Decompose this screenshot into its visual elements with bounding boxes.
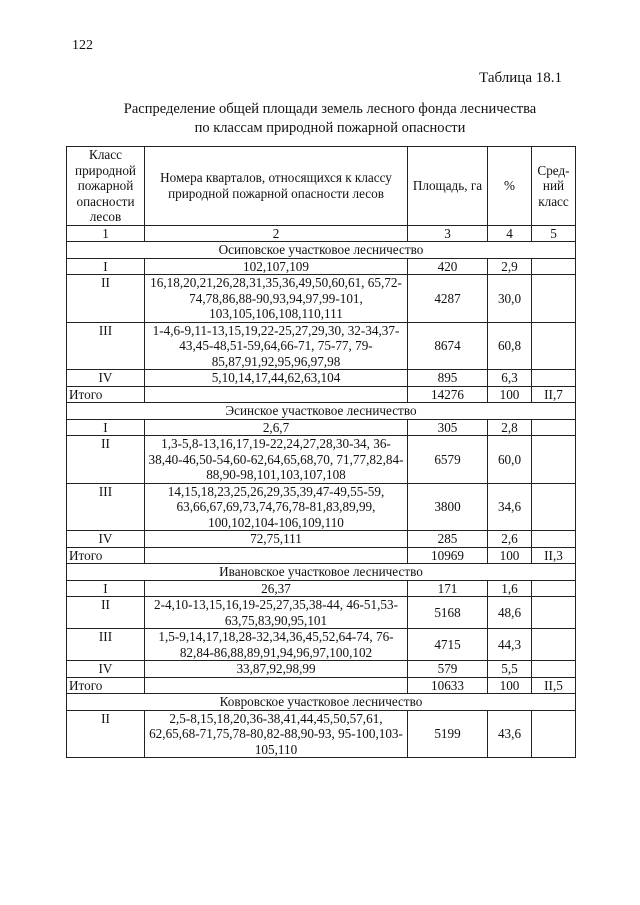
- class-cell: IV: [67, 661, 145, 678]
- column-number: 4: [488, 225, 532, 242]
- column-number: 1: [67, 225, 145, 242]
- total-label: Итого: [67, 547, 145, 564]
- class-cell: III: [67, 322, 145, 370]
- total-average-class: II,5: [532, 677, 576, 694]
- quarter-numbers-cell: 5,10,14,17,44,62,63,104: [145, 370, 408, 387]
- area-cell: 895: [408, 370, 488, 387]
- table-row: [67, 629, 576, 661]
- percent-cell: 44,3: [488, 629, 532, 661]
- total-label: Итого: [67, 386, 145, 403]
- quarter-numbers-cell: 14,15,18,23,25,26,29,35,39,47-49,55-59, 63,66,67,69,73,74,76,78-81,83,89,99, 100,102,104-106,109,110: [145, 483, 408, 531]
- quarter-numbers-cell: 2,5-8,15,18,20,36-38,41,44,45,50,57,61, 62,65,68-71,75,78-80,82-88,90-93, 95-100,103-105,110: [145, 710, 408, 758]
- header-class: Класс природной пожарной опасности лесов: [67, 147, 145, 226]
- table-row: [67, 483, 576, 531]
- area-cell: 6579: [408, 436, 488, 484]
- class-cell: I: [67, 580, 145, 597]
- class-cell: II: [67, 597, 145, 629]
- average-class-cell: [532, 419, 576, 436]
- total-average-class: II,7: [532, 386, 576, 403]
- area-cell: 4715: [408, 629, 488, 661]
- average-class-cell: [532, 580, 576, 597]
- header-row: [67, 147, 576, 226]
- area-cell: 5168: [408, 597, 488, 629]
- column-number: 5: [532, 225, 576, 242]
- quarter-numbers-cell: 26,37: [145, 580, 408, 597]
- table-label: Таблица 18.1: [479, 70, 562, 86]
- header-area: Площадь, га: [408, 147, 488, 226]
- quarter-numbers-cell: 16,18,20,21,26,28,31,35,36,49,50,60,61, 65,72-74,78,86,88-90,93,94,97,99-101, 103,105,106,108,110,111: [145, 275, 408, 323]
- empty-cell: [145, 677, 408, 694]
- column-number: 2: [145, 225, 408, 242]
- class-cell: I: [67, 419, 145, 436]
- table-row: [67, 322, 576, 370]
- percent-cell: 60,8: [488, 322, 532, 370]
- quarter-numbers-cell: 102,107,109: [145, 258, 408, 275]
- average-class-cell: [532, 370, 576, 387]
- area-cell: 285: [408, 531, 488, 548]
- average-class-cell: [532, 710, 576, 758]
- area-cell: 305: [408, 419, 488, 436]
- column-number-row: [67, 225, 576, 242]
- average-class-cell: [532, 661, 576, 678]
- section-header: [67, 564, 576, 581]
- section-header: [67, 242, 576, 259]
- area-cell: 420: [408, 258, 488, 275]
- percent-cell: 5,5: [488, 661, 532, 678]
- section-header: [67, 694, 576, 711]
- average-class-cell: [532, 322, 576, 370]
- table-row: [67, 258, 576, 275]
- page-number: 122: [72, 38, 93, 53]
- class-cell: IV: [67, 370, 145, 387]
- percent-cell: 43,6: [488, 710, 532, 758]
- title-line-2: по классам природной пожарной опасности: [194, 120, 466, 136]
- total-average-class: II,3: [532, 547, 576, 564]
- table-row: [67, 370, 576, 387]
- table-row: [67, 436, 576, 484]
- total-area: 10633: [408, 677, 488, 694]
- quarter-numbers-cell: 33,87,92,98,99: [145, 661, 408, 678]
- section-name: Ковровское участковое лесничество: [67, 694, 576, 711]
- percent-cell: 2,9: [488, 258, 532, 275]
- table-row: [67, 580, 576, 597]
- total-percent: 100: [488, 386, 532, 403]
- class-cell: III: [67, 483, 145, 531]
- total-percent: 100: [488, 547, 532, 564]
- percent-cell: 60,0: [488, 436, 532, 484]
- area-cell: 8674: [408, 322, 488, 370]
- average-class-cell: [532, 483, 576, 531]
- total-row: [67, 547, 576, 564]
- table-title: [60, 100, 600, 138]
- class-cell: III: [67, 629, 145, 661]
- area-cell: 5199: [408, 710, 488, 758]
- total-percent: 100: [488, 677, 532, 694]
- class-cell: II: [67, 710, 145, 758]
- quarter-numbers-cell: 72,75,111: [145, 531, 408, 548]
- table-row: [67, 597, 576, 629]
- total-row: [67, 386, 576, 403]
- percent-cell: 6,3: [488, 370, 532, 387]
- fire-hazard-table: [66, 146, 576, 758]
- area-cell: 579: [408, 661, 488, 678]
- quarter-numbers-cell: 1,5-9,14,17,18,28-32,34,36,45,52,64-74, 76-82,84-86,88,89,91,94,96,97,100,102: [145, 629, 408, 661]
- class-cell: I: [67, 258, 145, 275]
- average-class-cell: [532, 597, 576, 629]
- total-area: 10969: [408, 547, 488, 564]
- class-cell: II: [67, 436, 145, 484]
- header-average-class: Сред-ний класс: [532, 147, 576, 226]
- section-name: Эсинское участковое лесничество: [67, 403, 576, 420]
- section-name: Ивановское участковое лесничество: [67, 564, 576, 581]
- area-cell: 171: [408, 580, 488, 597]
- percent-cell: 2,6: [488, 531, 532, 548]
- table-row: [67, 710, 576, 758]
- average-class-cell: [532, 275, 576, 323]
- empty-cell: [145, 547, 408, 564]
- average-class-cell: [532, 436, 576, 484]
- average-class-cell: [532, 531, 576, 548]
- quarter-numbers-cell: 1-4,6-9,11-13,15,19,22-25,27,29,30, 32-34,37-43,45-48,51-59,64,66-71, 75-77, 79-85,87,91,92,95,96,97,98: [145, 322, 408, 370]
- quarter-numbers-cell: 2,6,7: [145, 419, 408, 436]
- empty-cell: [145, 386, 408, 403]
- table-row: [67, 661, 576, 678]
- table-row: [67, 531, 576, 548]
- header-percent: %: [488, 147, 532, 226]
- table-row: [67, 275, 576, 323]
- class-cell: II: [67, 275, 145, 323]
- total-area: 14276: [408, 386, 488, 403]
- section-name: Осиповское участковое лесничество: [67, 242, 576, 259]
- table-row: [67, 419, 576, 436]
- percent-cell: 2,8: [488, 419, 532, 436]
- total-label: Итого: [67, 677, 145, 694]
- title-line-1: Распределение общей площади земель лесного фонда лесничества: [123, 101, 537, 117]
- area-cell: 4287: [408, 275, 488, 323]
- quarter-numbers-cell: 2-4,10-13,15,16,19-25,27,35,38-44, 46-51,53-63,75,83,90,95,101: [145, 597, 408, 629]
- area-cell: 3800: [408, 483, 488, 531]
- header-quarter-numbers: Номера кварталов, относящихся к классу природной пожарной опасности лесов: [145, 147, 408, 226]
- section-header: [67, 403, 576, 420]
- column-number: 3: [408, 225, 488, 242]
- class-cell: IV: [67, 531, 145, 548]
- percent-cell: 48,6: [488, 597, 532, 629]
- average-class-cell: [532, 258, 576, 275]
- quarter-numbers-cell: 1,3-5,8-13,16,17,19-22,24,27,28,30-34, 36-38,40-46,50-54,60-62,64,65,68,70, 71,77,82,84-88,90-98,101,103,107,108: [145, 436, 408, 484]
- average-class-cell: [532, 629, 576, 661]
- percent-cell: 30,0: [488, 275, 532, 323]
- total-row: [67, 677, 576, 694]
- percent-cell: 1,6: [488, 580, 532, 597]
- percent-cell: 34,6: [488, 483, 532, 531]
